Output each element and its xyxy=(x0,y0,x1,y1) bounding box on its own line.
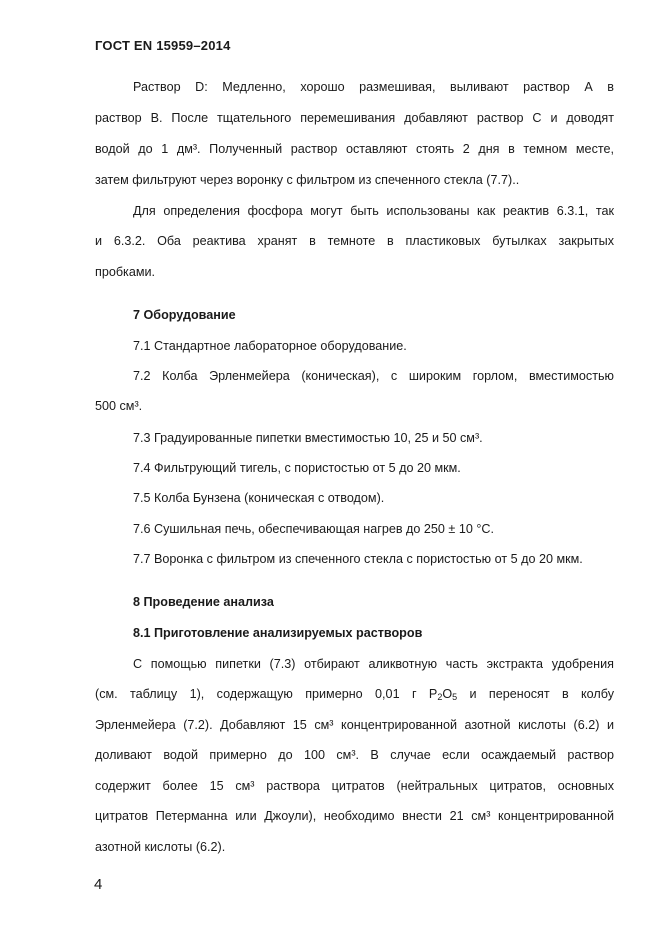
section-7-heading: 7 Оборудование xyxy=(133,308,236,322)
item-7-7: 7.7 Воронка с фильтром из спеченного стекла с пористостью от 5 до 20 мкм. xyxy=(133,552,583,566)
section-8-1-line5: содержит более 15 см³ раствора цитратов (нейтральных цитратов, основных xyxy=(95,779,614,793)
item-7-2-line2: 500 см³. xyxy=(95,399,143,413)
section-8-1-heading: 8.1 Приготовление анализируемых растворов xyxy=(133,626,423,640)
document-header: ГОСТ EN 15959–2014 xyxy=(95,38,231,53)
section-8-1-line6: цитратов Петерманна или Джоули), необходимо внести 21 см³ концентрированной xyxy=(95,809,614,823)
item-7-4: 7.4 Фильтрующий тигель, с пористостью от 5 до 20 мкм. xyxy=(133,461,461,475)
item-7-6: 7.6 Сушильная печь, обеспечивающая нагрев до 250 ± 10 °С. xyxy=(133,522,494,536)
line2-part-c: и переносят в колбу xyxy=(457,687,614,701)
section-8-1-line2 xyxy=(95,687,614,701)
page-number: 4 xyxy=(94,876,103,893)
item-7-3: 7.3 Градуированные пипетки вместимостью 10, 25 и 50 см³. xyxy=(133,431,483,445)
item-7-2-line1: 7.2 Колба Эрленмейера (коническая), с широким горлом, вместимостью xyxy=(133,369,614,383)
line2-part-b: O xyxy=(442,687,453,701)
section-8-1-line1: С помощью пипетки (7.3) отбирают аликвотную часть экстракта удобрения xyxy=(133,657,614,671)
subscript-5: 5 xyxy=(452,692,458,702)
para1-line2: раствор В. После тщательного перемешивания добавляют раствор С и доводят xyxy=(95,111,614,125)
section-8-1-line3: Эрленмейера (7.2). Добавляют 15 см³ концентрированной азотной кислоты (6.2) и xyxy=(95,718,614,732)
para2-line3: пробками. xyxy=(95,265,156,279)
subscript-2: 2 xyxy=(437,692,443,702)
item-7-1: 7.1 Стандартное лабораторное оборудование. xyxy=(133,339,407,353)
para1-line3: водой до 1 дм³. Полученный раствор оставляют стоять 2 дня в темном месте, xyxy=(95,142,614,156)
item-7-5: 7.5 Колба Бунзена (коническая с отводом). xyxy=(133,491,385,505)
section-8-1-line7: азотной кислоты (6.2). xyxy=(95,840,226,854)
para1-line1: Раствор D: Медленно, хорошо размешивая, выливают раствор А в xyxy=(133,80,614,94)
section-8-heading: 8 Проведение анализа xyxy=(133,595,274,609)
section-8-1-line4: доливают водой примерно до 100 см³. В случае если осаждаемый раствор xyxy=(95,748,614,762)
para2-line2: и 6.3.2. Оба реактива хранят в темноте в пластиковых бутылках закрытых xyxy=(95,234,614,248)
para2-line1: Для определения фосфора могут быть использованы как реактив 6.3.1, так xyxy=(133,204,614,218)
line2-part-a: (см. таблицу 1), содержащую примерно 0,01 г Р xyxy=(95,687,438,701)
para1-line4: затем фильтруют через воронку с фильтром из спеченного стекла (7.7).. xyxy=(95,173,520,187)
